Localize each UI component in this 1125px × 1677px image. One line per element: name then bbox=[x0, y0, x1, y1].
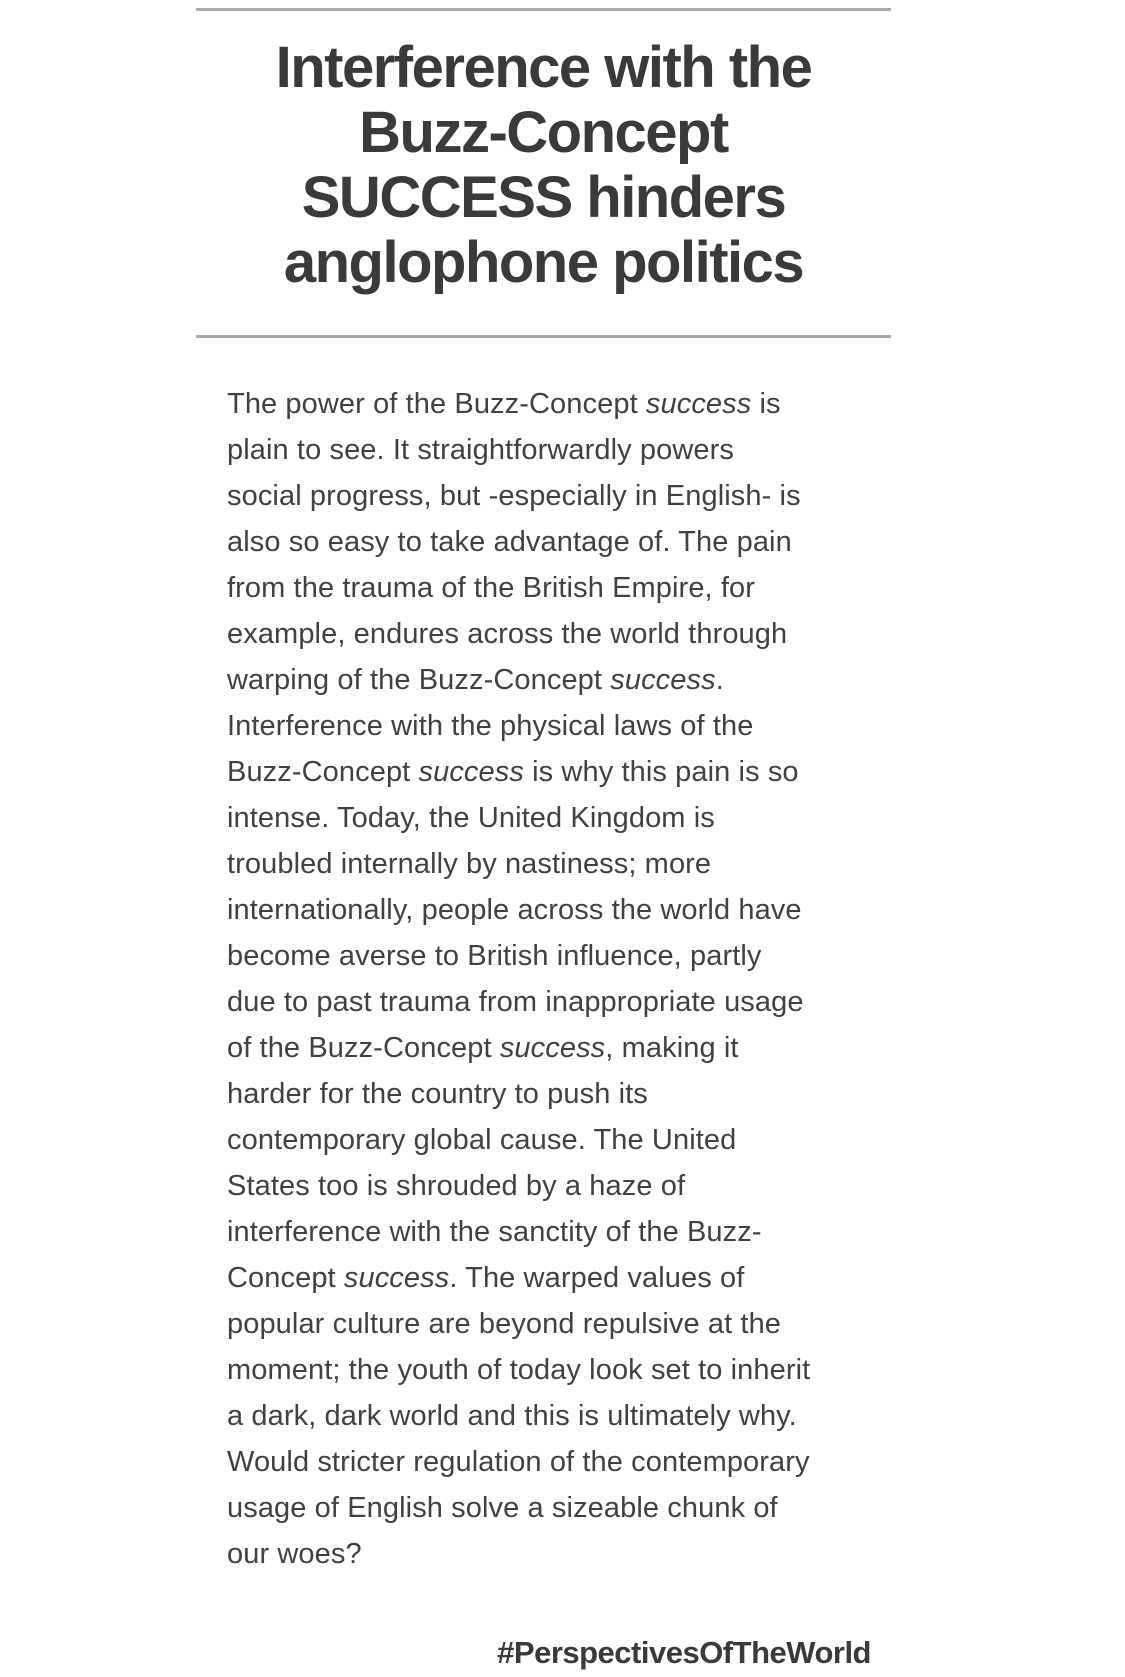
article-title bbox=[196, 35, 891, 295]
article-body bbox=[196, 338, 891, 1577]
title-line: Buzz-Concept bbox=[359, 100, 728, 165]
body-line: plain to see. It straightforwardly powers bbox=[227, 434, 734, 466]
body-line: due to past trauma from inappropriate usage bbox=[227, 986, 804, 1018]
body-line: of the Buzz-Concept success, making it bbox=[227, 1032, 739, 1064]
body-line: from the trauma of the British Empire, for bbox=[227, 572, 755, 604]
body-line: The power of the Buzz-Concept success is bbox=[227, 388, 781, 420]
body-line: harder for the country to push its bbox=[227, 1078, 648, 1110]
body-line: interference with the sanctity of the Buzz- bbox=[227, 1216, 762, 1248]
body-line: Interference with the physical laws of the bbox=[227, 710, 754, 742]
title-line: anglophone politics bbox=[283, 230, 804, 295]
content-column bbox=[196, 0, 891, 1676]
body-line: States too is shrouded by a haze of bbox=[227, 1170, 686, 1202]
body-line: also so easy to take advantage of. The pain bbox=[227, 526, 792, 558]
body-line: troubled internally by nastiness; more bbox=[227, 848, 712, 880]
title-line: Interference with the bbox=[275, 35, 812, 100]
body-line: usage of English solve a sizeable chunk of bbox=[227, 1492, 778, 1524]
top-divider bbox=[196, 8, 891, 11]
body-line: Buzz-Concept success is why this pain is so bbox=[227, 756, 799, 788]
body-line: moment; the youth of today look set to inherit bbox=[227, 1354, 811, 1386]
body-line: warping of the Buzz-Concept success. bbox=[227, 664, 724, 696]
title-line: SUCCESS hinders bbox=[301, 165, 786, 230]
body-line: example, endures across the world through bbox=[227, 618, 788, 650]
body-line: become averse to British influence, partly bbox=[227, 940, 762, 972]
hashtag: #PerspectivesOfTheWorld bbox=[497, 1635, 871, 1670]
body-line: Concept success. The warped values of bbox=[227, 1262, 745, 1294]
body-line: internationally, people across the world have bbox=[227, 894, 802, 926]
body-line: social progress, but -especially in English- is bbox=[227, 480, 801, 512]
body-line: a dark, dark world and this is ultimately why. bbox=[227, 1400, 797, 1432]
body-line: popular culture are beyond repulsive at the bbox=[227, 1308, 782, 1340]
body-line: Would stricter regulation of the contemporary bbox=[227, 1446, 810, 1478]
body-line: our woes? bbox=[227, 1538, 362, 1570]
body-line: intense. Today, the United Kingdom is bbox=[227, 802, 715, 834]
body-line: contemporary global cause. The United bbox=[227, 1124, 737, 1156]
